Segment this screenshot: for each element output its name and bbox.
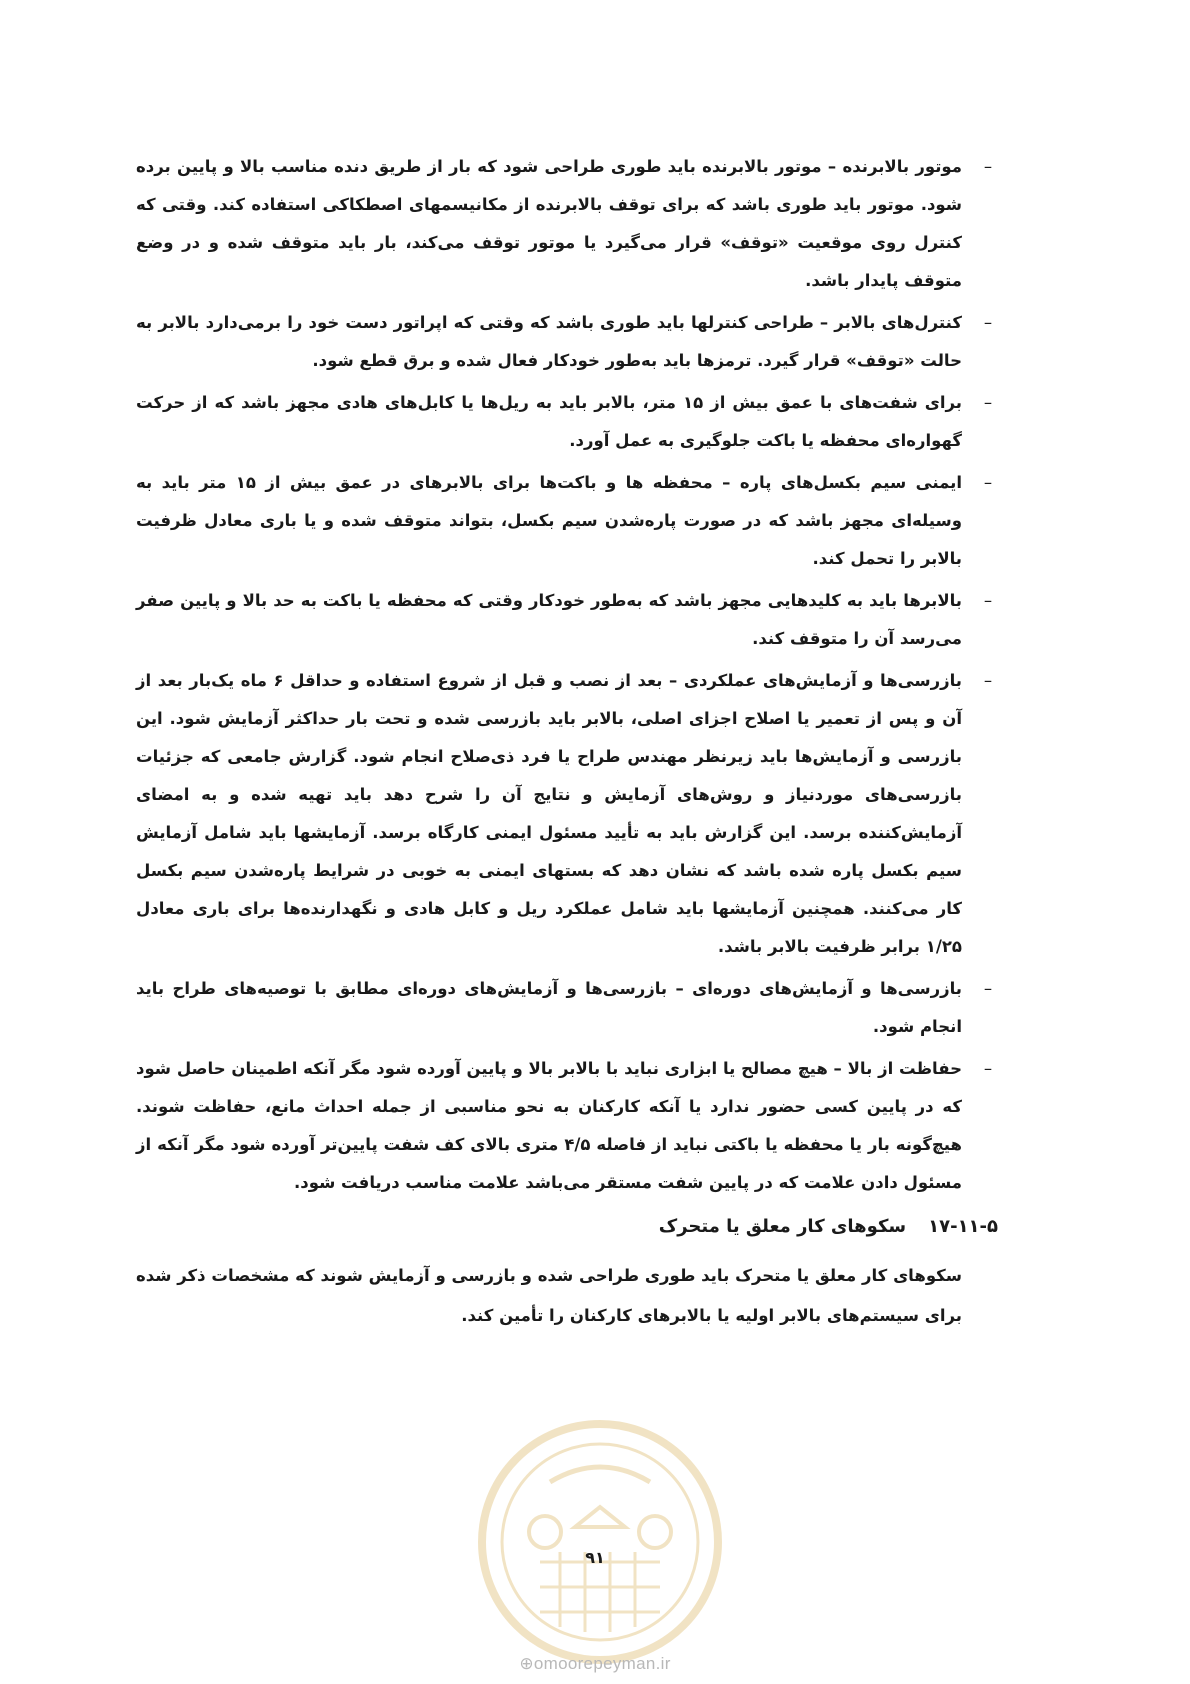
list-item-text: بازرسی‌ها و آزمایش‌های عملکردی – بعد از نصب و قبل از شروع استفاده و حداقل ۶ ماه یک‌بار بعد از آن و پس از تعمیر یا اصلاح اجزای اصلی، بالابر باید بازرسی شده و تحت بار حداکثر آزمایش شود. این بازرسی و آزمایش‌ها باید زیرنظر مهندس طراح یا فرد ذی‌صلاح انجام شود. گزارش جامعی که جزئیات بازرسی‌های موردنیاز و روش‌های آزمایش و نتایج آن را شرح دهد باید تهیه شده و به امضای آزمایش‌کننده برسد. این گزارش باید به تأیید مسئول ایمنی کارگاه برسد. آزمایشها باید شامل آزمایش سیم بکسل پاره شده باشد که نشان دهد که بستهای ایمنی به خوبی در شرایط پاره‌شدن سیم بکسل کار می‌کنند. همچنین آزمایشها باید شامل عملکرد ریل و کابل هادی و نگهدارنده‌ها برای باری معادل ۱/۲۵ برابر ظرفیت بالابر باشد. bbox=[136, 671, 962, 956]
bullet-dash: – bbox=[983, 313, 993, 332]
list-item bbox=[136, 148, 998, 300]
globe-icon: ⊕ bbox=[519, 1654, 534, 1673]
list-item-text: برای شفت‌های با عمق بیش از ۱۵ متر، بالابر باید به ریل‌ها یا کابل‌های هادی مجهز باشد که از حرکت گهواره‌ای محفظه یا باکت جلوگیری به عمل آورد. bbox=[136, 393, 962, 450]
bullet-dash: – bbox=[983, 1059, 993, 1078]
page-content bbox=[136, 148, 998, 1336]
list-item bbox=[136, 464, 998, 578]
list-item-text: بازرسی‌ها و آزمایش‌های دوره‌ای – بازرسی‌ها و آزمایش‌های دوره‌ای مطابق با توصیه‌های طراح باید انجام شود. bbox=[136, 979, 962, 1036]
list-item-text: حفاظت از بالا – هیچ مصالح یا ابزاری نباید با بالابر بالا و پایین آورده شود مگر آنکه اطمینان حاصل شود که در پایین کسی حضور ندارد یا آنکه کارکنان به نحو مناسبی از جمله احداث مانع، حفاظت شوند. هیچ‌گونه بار یا محفظه یا باکتی نباید از فاصله ۴/۵ متری بالای کف شفت پایین‌تر آورده شود مگر آنکه از مسئول دادن علامت که در پایین شفت مستقر می‌باشد علامت مناسب دریافت شود. bbox=[136, 1059, 962, 1192]
watermark-url bbox=[0, 1654, 1190, 1674]
list-item bbox=[136, 582, 998, 658]
section-paragraph: سکوهای کار معلق یا متحرک باید طوری طراحی شده و بازرسی و آزمایش شوند که مشخصات ذکر شده برای سیستم‌های بالابر اولیه یا بالابرهای کارکنان را تأمین کند. bbox=[136, 1266, 962, 1325]
page-number: ۹۱ bbox=[585, 1548, 605, 1567]
section-title: سکوهای کار معلق یا متحرک bbox=[658, 1216, 907, 1237]
bullet-dash: – bbox=[983, 979, 993, 998]
list-item bbox=[136, 1050, 998, 1202]
list-item bbox=[136, 304, 998, 380]
watermark-seal-logo bbox=[470, 1412, 730, 1672]
section-heading bbox=[136, 1208, 998, 1246]
bullet-dash: – bbox=[983, 393, 993, 412]
bullet-dash: – bbox=[983, 591, 993, 610]
bullet-dash: – bbox=[983, 473, 993, 492]
list-item-text: موتور بالابرنده – موتور بالابرنده باید طوری طراحی شود که بار از طریق دنده مناسب بالا و پایین برده شود. موتور باید طوری باشد که برای توقف بالابرنده از مکانیسمهای اصطکاکی استفاده کند. وقتی که کنترل روی موقعیت «توقف» قرار می‌گیرد یا موتور توقف می‌کند، بار باید متوقف شده و در وضع متوقف پایدار باشد. bbox=[136, 157, 962, 290]
list-item-text: بالابرها باید به کلیدهایی مجهز باشد که به‌طور خودکار وقتی که محفظه یا باکت به حد بالا و پایین صفر می‌رسد آن را متوقف کند. bbox=[136, 591, 962, 648]
list-item bbox=[136, 662, 998, 966]
watermark-url-text: omoorepeyman.ir bbox=[533, 1654, 671, 1673]
section-number: ۱۷-۱۱-۵ bbox=[928, 1216, 998, 1237]
bullet-dash: – bbox=[983, 671, 993, 690]
list-item bbox=[136, 970, 998, 1046]
list-item bbox=[136, 384, 998, 460]
list-item-text: کنترل‌های بالابر – طراحی کنترلها باید طوری باشد که وقتی که اپراتور دست خود را برمی‌دارد بالابر به حالت «توقف» قرار گیرد. ترمزها باید به‌طور خودکار فعال شده و برق قطع شود. bbox=[136, 313, 962, 370]
bullet-dash: – bbox=[983, 157, 993, 176]
list-item-text: ایمنی سیم بکسل‌های پاره – محفظه ها و باکت‌ها برای بالابرهای در عمق بیش از ۱۵ متر باید به وسیله‌ای مجهز باشد که در صورت پاره‌شدن سیم بکسل، بتواند متوقف شده و یا باری معادل ظرفیت بالابر را تحمل کند. bbox=[136, 473, 962, 568]
bullet-list bbox=[136, 148, 998, 1202]
